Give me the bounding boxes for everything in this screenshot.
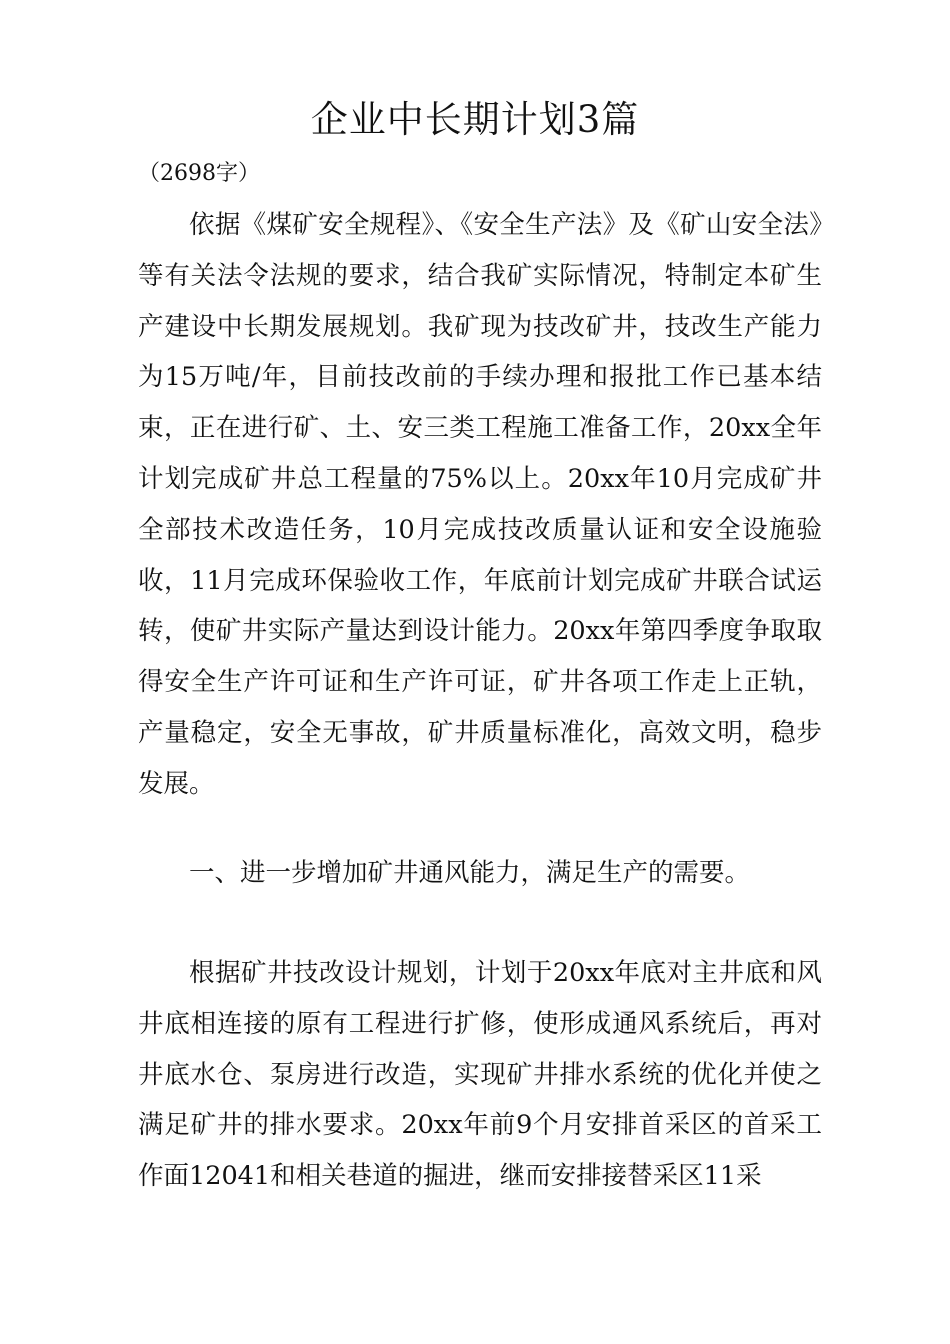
body-paragraph-2: 根据矿井技改设计规划，计划于20xx年底对主井底和风井底相连接的原有工程进行扩修，使形成通风系统后，再对井底水仓、泵房进行改造，实现矿井排水系统的优化并使之满足矿井的排水要求。20xx年前9个月安排首采区的首采工作面12041和相关巷道的掘进，继而安排接替采区11采 [138,958,822,1192]
document-title: 企业中长期计划3篇 [310,98,640,141]
body-paragraph-1: 依据《煤矿安全规程》、《安全生产法》及《矿山安全法》等有关法令法规的要求，结合我矿实际情况，特制定本矿生产建设中长期发展规划。我矿现为技改矿井，技改生产能力为15万吨/年，目前技改前的手续办理和报批工作已基本结束，正在进行矿、土、安三类工程施工准备工作，20xx全年计划完成矿井总工程量的75%以上。20xx年10月完成矿井全部技术改造任务，10月完成技改质量认证和安全设施验收，11月完成环保验收工作，年底前计划完成矿井联合试运转，使矿井实际产量达到设计能力。20xx年第四季度争取取得安全生产许可证和生产许可证，矿井各项工作走上正轨，产量稳定，安全无事故，矿井质量标准化，高效文明，稳步发展。 [138,210,822,799]
word-count: （2698字） [138,161,260,186]
section-heading-1: 一、进一步增加矿井通风能力，满足生产的需要。 [189,858,751,888]
